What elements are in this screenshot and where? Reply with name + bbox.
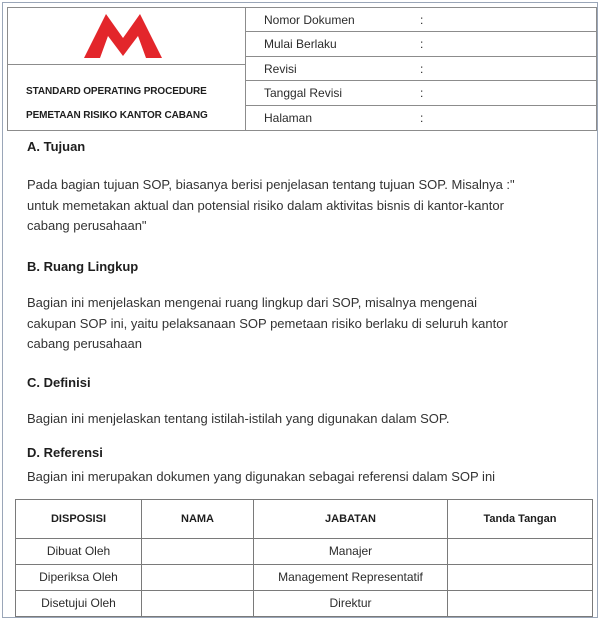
meta-label: Revisi	[264, 61, 297, 76]
body-line: Bagian ini menjelaskan mengenai ruang lingkup dari SOP, misalnya mengenai	[27, 295, 477, 310]
table-cell	[448, 590, 592, 616]
meta-label: Mulai Berlaku	[264, 37, 337, 52]
body-line: cakupan SOP ini, yaitu pelaksanaan SOP pemetaan risiko berlaku di seluruh kantor	[27, 315, 508, 331]
section-heading-definisi: C. Definisi	[27, 375, 91, 390]
table-cell	[448, 538, 592, 564]
meta-colon: :	[420, 13, 424, 27]
table-row	[16, 590, 592, 616]
signature-table	[15, 499, 593, 617]
meta-label: Halaman	[264, 110, 313, 125]
body-line: Bagian ini merupakan dokumen yang digunakan sebagai referensi dalam SOP ini	[27, 469, 496, 484]
body-line: cabang perusahaan"	[27, 218, 147, 233]
red-m-logo-icon	[84, 14, 162, 58]
meta-row-nomor-dokumen	[246, 8, 596, 32]
table-header-cell: DISPOSISI	[16, 500, 142, 538]
meta-row-halaman	[246, 106, 596, 130]
section-heading-tujuan: A. Tujuan	[27, 139, 86, 154]
header-divider	[8, 64, 245, 65]
body-line: Pada bagian tujuan SOP, biasanya berisi penjelasan tentang tujuan SOP. Misalnya :"	[27, 177, 515, 192]
table-header-cell: NAMA	[142, 500, 254, 538]
table-cell	[448, 564, 592, 590]
section-body-referensi	[27, 467, 495, 488]
section-body-ruang-lingkup	[27, 293, 508, 355]
body-line: Bagian ini menjelaskan tentang istilah-istilah yang digunakan dalam SOP.	[27, 411, 450, 426]
meta-colon: :	[420, 86, 424, 101]
section-heading-ruang-lingkup: B. Ruang Lingkup	[27, 259, 139, 274]
table-header-cell: Tanda Tangan	[483, 513, 557, 525]
body-line: cabang perusahaan	[27, 336, 142, 351]
sop-document	[2, 2, 598, 618]
table-cell: Management Representatif	[254, 564, 448, 590]
section-body-tujuan	[27, 175, 515, 237]
meta-colon: :	[420, 61, 424, 76]
table-header-row	[16, 500, 592, 538]
body-line: untuk memetakan aktual dan potensial risiko dalam aktivitas bisnis di kantor-kantor	[27, 197, 504, 213]
section-heading-referensi: D. Referensi	[27, 445, 103, 460]
table-row	[16, 538, 592, 564]
meta-colon: :	[420, 37, 424, 52]
sop-title-line-2: PEMETAAN RISIKO KANTOR CABANG	[26, 110, 208, 121]
table-cell: Disetujui Oleh	[16, 590, 142, 616]
table-cell: Diperiksa Oleh	[16, 564, 142, 590]
meta-row-revisi	[246, 57, 596, 81]
meta-row-tanggal-revisi	[246, 81, 596, 105]
table-cell: Dibuat Oleh	[16, 538, 142, 564]
table-cell: Direktur	[254, 590, 448, 616]
meta-label: Nomor Dokumen	[264, 13, 355, 27]
sop-title-line-1: STANDARD OPERATING PROCEDURE	[26, 86, 207, 97]
table-row	[16, 564, 592, 590]
sop-title	[26, 80, 208, 128]
table-cell	[142, 538, 254, 564]
table-cell	[142, 564, 254, 590]
section-body-definisi	[27, 409, 450, 430]
header-title-block	[8, 8, 246, 130]
meta-row-mulai-berlaku	[246, 32, 596, 56]
table-cell	[142, 590, 254, 616]
meta-label: Tanggal Revisi	[264, 86, 343, 101]
table-header-cell: JABATAN	[254, 500, 448, 538]
document-meta-table	[246, 8, 596, 130]
document-header	[7, 7, 597, 131]
meta-colon: :	[420, 110, 424, 125]
table-cell: Manajer	[254, 538, 448, 564]
